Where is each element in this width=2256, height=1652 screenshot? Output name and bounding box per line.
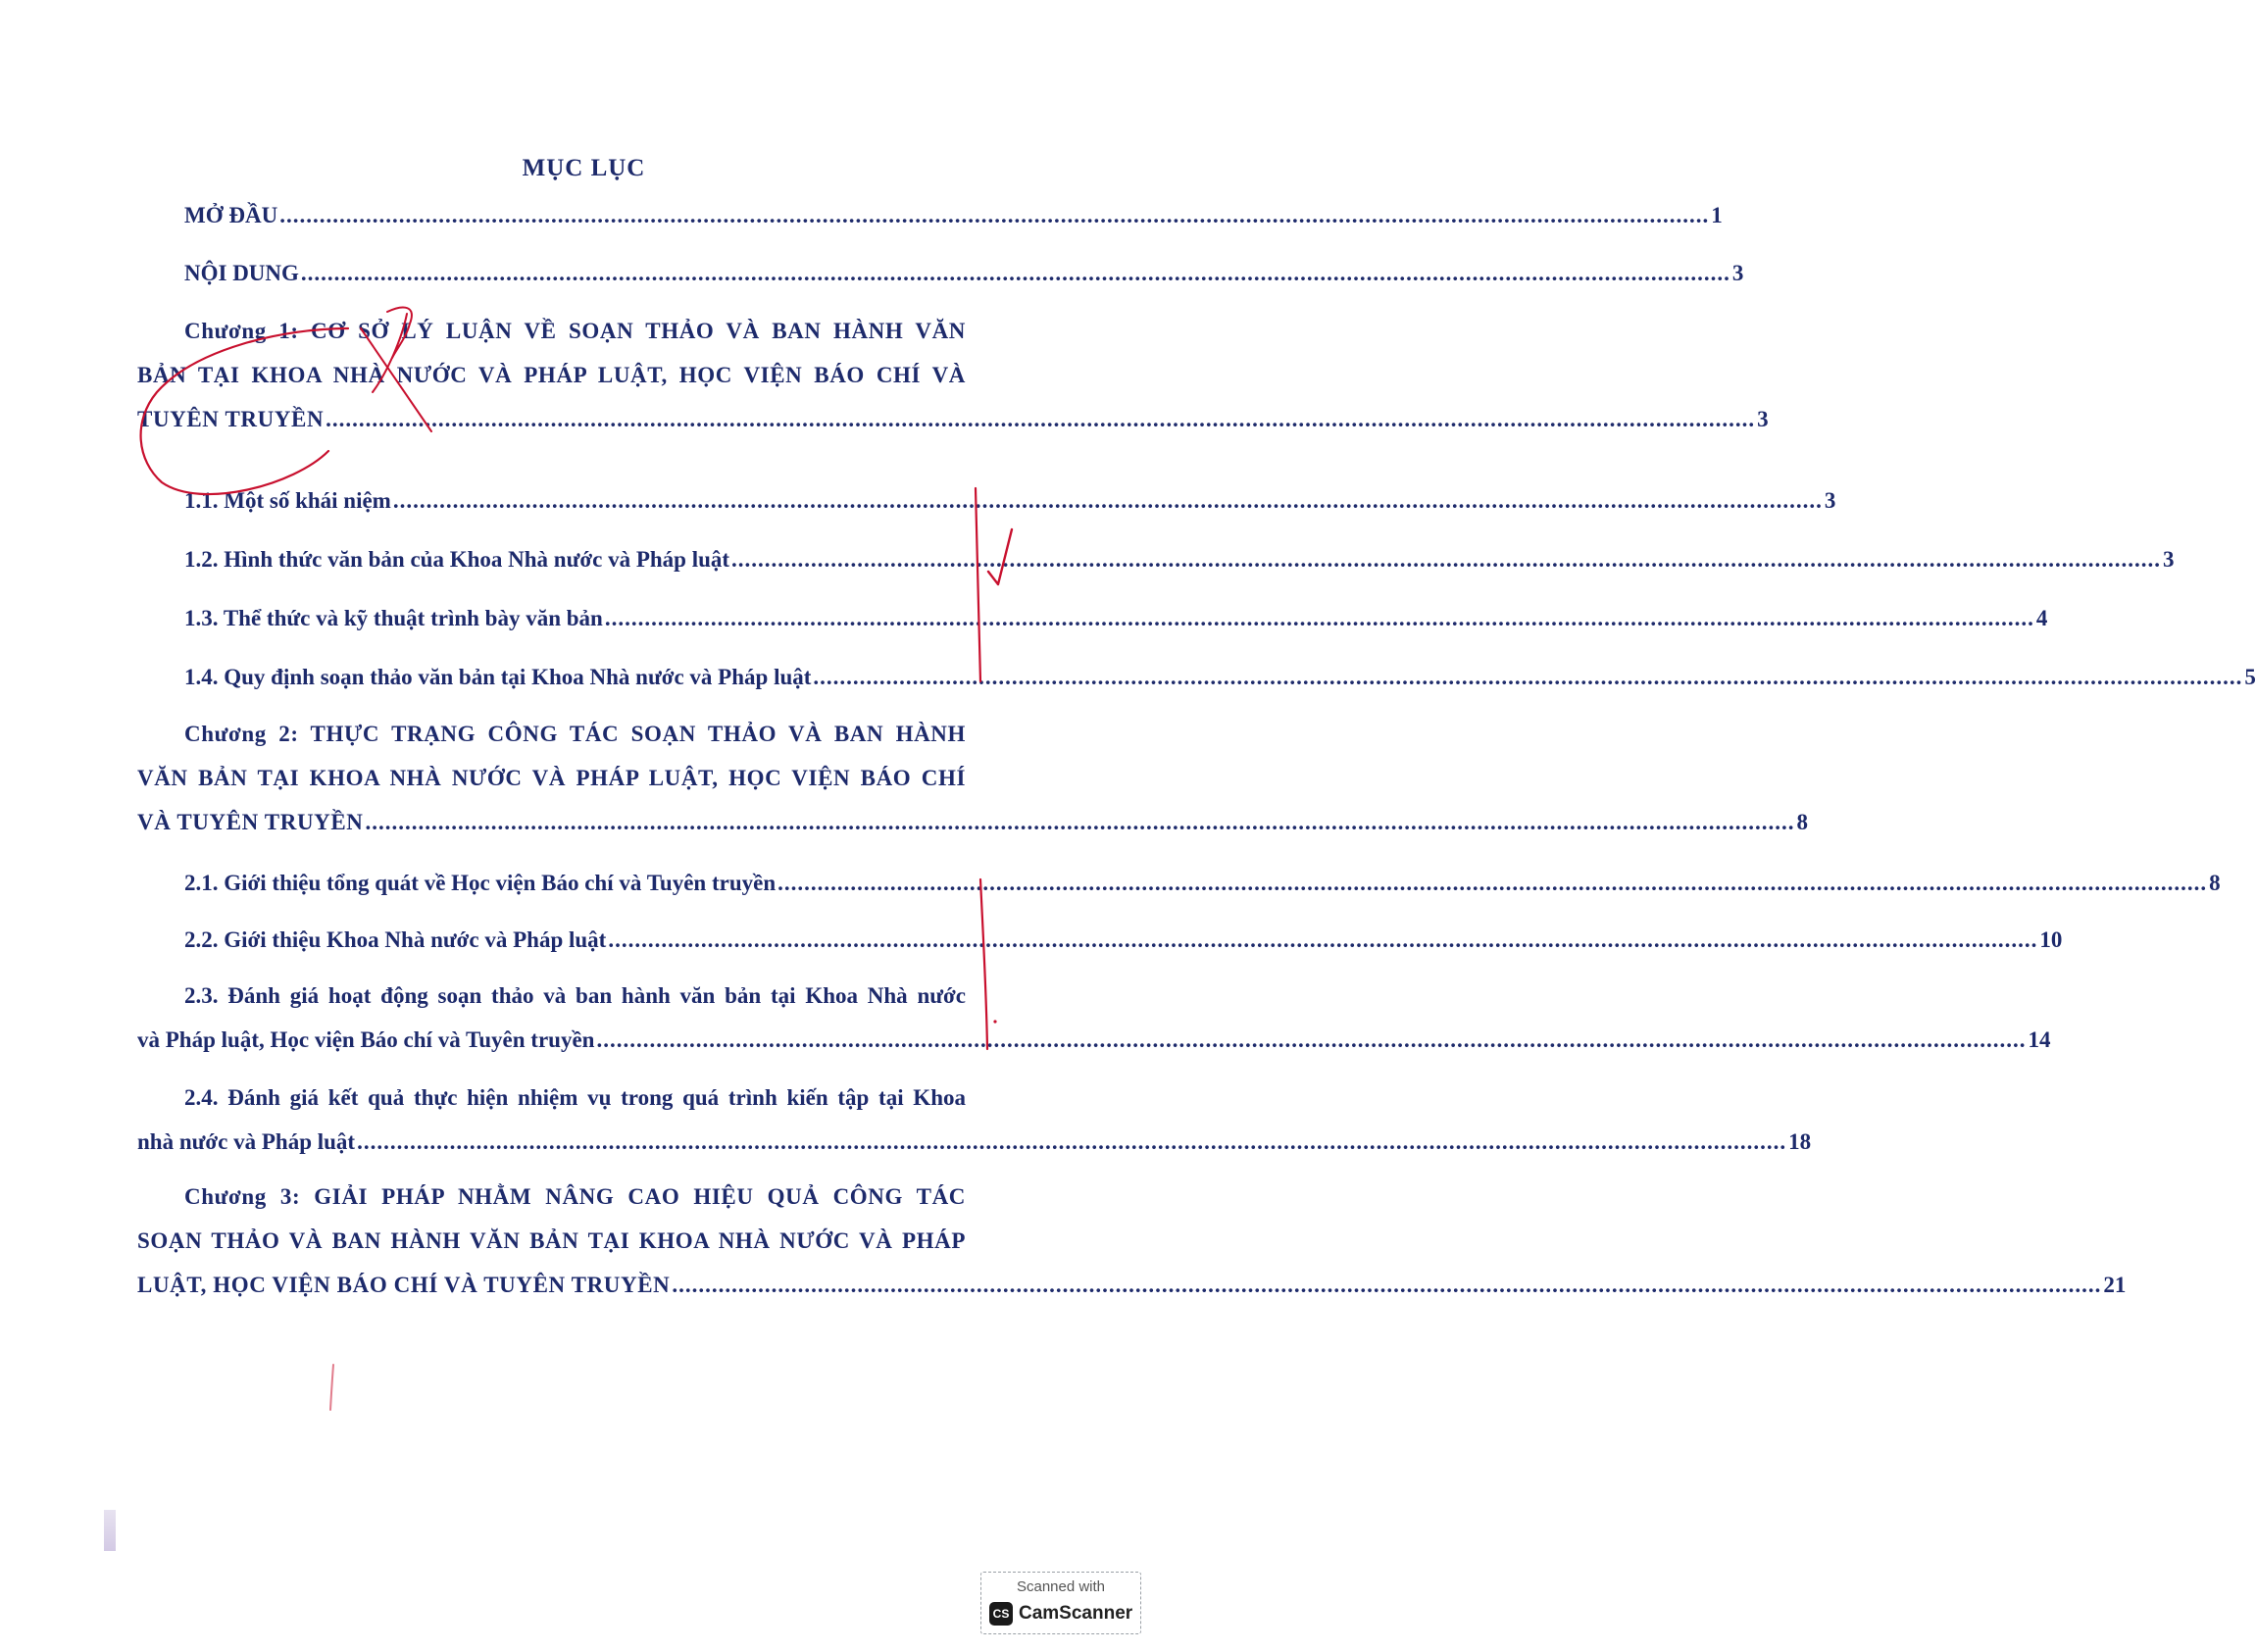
toc-entry-text: nhà nước và Pháp luật — [137, 1129, 356, 1154]
toc-page-number: 3 — [1824, 488, 1836, 513]
toc-entry-text: 2.1. Giới thiệu tổng quát về Học viện Báo chí và Tuyên truyền — [184, 871, 777, 895]
toc-entry-line: Chương 3: GIẢI PHÁP NHẰM NÂNG CAO HIỆU QUẢ CÔNG TÁC — [184, 1184, 966, 1209]
camscanner-watermark — [980, 1572, 1141, 1634]
camscanner-logo-icon: CS — [989, 1602, 1013, 1626]
toc-page-number: 10 — [2039, 927, 2063, 952]
toc-leader-dots: ........................................................................................................................................................................................................................ — [357, 1129, 1787, 1154]
toc-page-number: 1 — [1711, 203, 1723, 227]
toc-leader-dots: ........................................................................................................................................................................................................................ — [300, 261, 1730, 285]
toc-entry-text: 1.4. Quy định soạn thảo văn bản tại Khoa Nhà nước và Pháp luật — [184, 665, 812, 689]
toc-leader-dots: ........................................................................................................................................................................................................................ — [777, 871, 2208, 895]
toc-entry — [137, 974, 2051, 1062]
toc-entry-text: 1.2. Hình thức văn bản của Khoa Nhà nước và Pháp luật — [184, 547, 730, 572]
toc-entry-line: 2.4. Đánh giá kết quả thực hiện nhiệm vụ trong quá trình kiến tập tại Khoa — [184, 1085, 966, 1110]
toc-entry — [137, 655, 2256, 699]
toc-page-number: 3 — [2163, 547, 2175, 572]
toc-leader-dots: ........................................................................................................................................................................................................................ — [608, 927, 2038, 952]
toc-entry — [137, 1076, 1812, 1164]
toc-entry-text: và Pháp luật, Học viện Báo chí và Tuyên truyền — [137, 1027, 595, 1052]
scan-artifact — [104, 1510, 116, 1551]
toc-leader-dots: ........................................................................................................................................................................................................................ — [813, 665, 2243, 689]
toc-entry-line: BẢN TẠI KHOA NHÀ NƯỚC VÀ PHÁP LUẬT, HỌC VIỆN BÁO CHÍ VÀ — [137, 363, 966, 387]
toc-entry-line: SOẠN THẢO VÀ BAN HÀNH VĂN BẢN TẠI KHOA NHÀ NƯỚC VÀ PHÁP — [137, 1228, 966, 1253]
toc-entry-text: MỞ ĐẦU — [184, 203, 278, 227]
toc-entry-line: 2.3. Đánh giá hoạt động soạn thảo và ban hành văn bản tại Khoa Nhà nước — [184, 983, 966, 1008]
toc-page-number: 3 — [1757, 407, 1769, 431]
toc-entry-chapter-2 — [137, 712, 1809, 844]
toc-entry-line: VĂN BẢN TẠI KHOA NHÀ NƯỚC VÀ PHÁP LUẬT, HỌC VIỆN BÁO CHÍ — [137, 766, 966, 790]
toc-entry — [137, 918, 2063, 962]
watermark-brand — [989, 1602, 1132, 1626]
toc-page-number: 14 — [2028, 1027, 2051, 1052]
toc-page-number: 21 — [2103, 1273, 2127, 1297]
toc-entry — [137, 478, 1836, 523]
toc-entry-line: Chương 1: CƠ SỞ LÝ LUẬN VỀ SOẠN THẢO VÀ BAN HÀNH VĂN — [184, 319, 966, 343]
watermark-scanned-with: Scanned with — [1016, 1578, 1106, 1595]
toc-entry-text: VÀ TUYÊN TRUYỀN — [137, 810, 364, 834]
toc-entry-text: TUYÊN TRUYỀN — [137, 407, 325, 431]
toc-entry-line: Chương 2: THỰC TRẠNG CÔNG TÁC SOẠN THẢO VÀ BAN HÀNH — [184, 722, 966, 746]
toc-entry-text: NỘI DUNG — [184, 261, 299, 285]
toc-leader-dots: ........................................................................................................................................................................................................................ — [365, 810, 1795, 834]
toc-page-number: 18 — [1788, 1129, 1812, 1154]
toc-entry — [137, 537, 2175, 581]
toc-page-number: 3 — [1731, 261, 1744, 285]
toc-entry-text: 2.2. Giới thiệu Khoa Nhà nước và Pháp luật — [184, 927, 607, 952]
toc-leader-dots: ........................................................................................................................................................................................................................ — [604, 606, 2034, 630]
toc-title: MỤC LỤC — [522, 155, 646, 181]
toc-entry — [137, 193, 1723, 237]
toc-leader-dots: ........................................................................................................................................................................................................................ — [672, 1273, 2102, 1297]
toc-page-number: 4 — [2035, 606, 2048, 630]
toc-page-number: 5 — [2244, 665, 2256, 689]
toc-leader-dots: ........................................................................................................................................................................................................................ — [326, 407, 1756, 431]
toc-page-number: 8 — [2209, 871, 2221, 895]
toc-leader-dots: ........................................................................................................................................................................................................................ — [392, 488, 1823, 513]
toc-page-number: 8 — [1796, 810, 1809, 834]
ink-stray-mark — [330, 1365, 333, 1410]
toc-entry — [137, 596, 2048, 640]
toc-entry — [137, 251, 1744, 295]
toc-entry-text: 1.1. Một số khái niệm — [184, 488, 391, 513]
toc-entry-chapter-3 — [137, 1175, 2127, 1307]
watermark-brand-name: CamScanner — [1019, 1603, 1133, 1624]
toc-leader-dots: ........................................................................................................................................................................................................................ — [596, 1027, 2027, 1052]
toc-entry-chapter-1 — [137, 309, 1769, 441]
toc-entry-text: LUẬT, HỌC VIỆN BÁO CHÍ VÀ TUYÊN TRUYỀN — [137, 1273, 671, 1297]
toc-leader-dots: ........................................................................................................................................................................................................................ — [731, 547, 2162, 572]
toc-entry — [137, 861, 2221, 905]
toc-leader-dots: ........................................................................................................................................................................................................................ — [279, 203, 1710, 227]
toc-entry-text: 1.3. Thể thức và kỹ thuật trình bày văn bản — [184, 606, 603, 630]
